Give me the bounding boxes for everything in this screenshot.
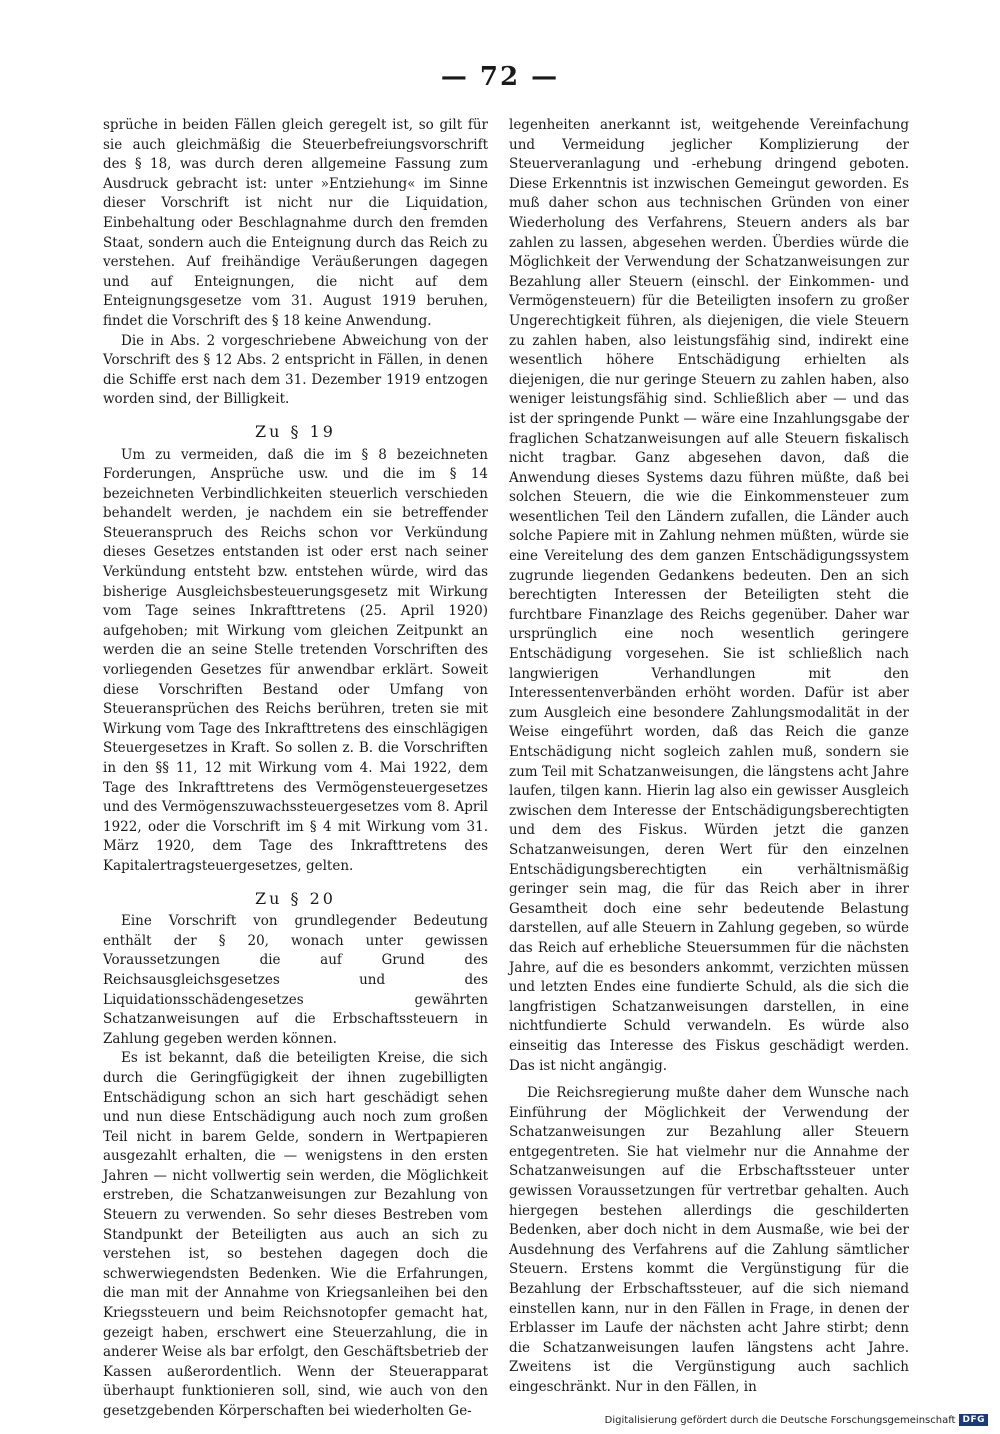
section-heading: Zu § 19	[255, 421, 336, 441]
paragraph: Die Reichsregierung mußte daher dem Wunsche nach Einführung der Möglichkeit der Verwendung der Schatzanweisungen zur Bezahlung aller Steuern entgegentreten. Sie hat vielmehr nur die Annahme der Schatzanweisungen auf die Erbschaftssteuer unter gewissen Voraussetzungen für vertretbar gehalten. Auch hiergegen bestehen allerdings die geschilderten Bedenken, aber doch nicht in dem Ausmaße, wie bei der Ausdehnung des Verfahrens auf die Zahlung sämtlicher Steuern. Erstens kommt die Vergünstigung für die Bezahlung der Erbschaftssteuer, auf die sich niemand einstellen kann, nur in den Fällen in Frage, in denen der Erblasser im Laufe der nächsten acht Jahre stirbt; denn die Schatzanweisungen laufen längstens acht Jahre. Zweitens ist die Vergünstigung auch sachlich eingeschränkt. Nur in den Fällen, in	[509, 1085, 909, 1395]
page-number: — 72 —	[440, 62, 560, 92]
footer-text: Digitalisierung gefördert durch die Deutsche Forschungsgemeinschaft	[604, 1414, 956, 1426]
paragraph: sprüche in beiden Fällen gleich geregelt ist, so gilt für sie auch gleichmäßig die Steuerbefreiungsvorschrift des § 18, was durch deren allgemeine Fassung zum Ausdruck gebracht ist: unter »Entziehung« im Sinne dieser Vorschrift ist nicht nur die Liquidation, Einbehaltung oder Beschlagnahme durch den fremden Staat, sondern auch die Enteignung durch das Reich zu verstehen. Auf freihändige Veräußerungen dagegen und auf Enteignungen, die nicht auf dem Enteignungsgesetze vom 31. August 1919 beruhen, findet die Vorschrift des § 18 keine Anwendung.	[103, 117, 488, 329]
right-column	[509, 116, 909, 1398]
paragraph: Es ist bekannt, daß die beteiligten Kreise, die sich durch die Geringfügigkeit der ihnen zugebilligten Entschädigung schon an sich hart geschädigt sehen und nun diese Entschädigung auch noch zum großen Teil nicht in barem Gelde, sondern in Wertpapieren ausgezahlt erhalten, die — wenigstens in den ersten Jahren — nicht vollwertig sein werden, die Möglichkeit erstreben, die Schatzanweisungen zur Bezahlung von Steuern zu verwenden. So sehr dieses Bestreben vom Standpunkt der Beteiligten aus auch an sich zu verstehen ist, so bestehen dagegen doch die schwerwiegendsten Bedenken. Wie die Erfahrungen, die man mit der Annahme von Kriegsanleihen bei den Kriegssteuern und beim Reichsnotopfer gemacht hat, gezeigt haben, erschwert eine Steuerzahlung, die in anderer Weise als bar erfolgt, den Geschäftsbetrieb der Kassen außerordentlich. Wenn der Steuerapparat überhaupt funktionieren soll, sind, wie auch von den gesetzgebenden Körperschaften bei wiederholten Ge-	[103, 1050, 488, 1419]
paragraph: Die in Abs. 2 vorgeschriebene Abweichung von der Vorschrift des § 12 Abs. 2 entspricht in Fällen, in denen die Schiffe erst nach dem 31. Dezember 1919 entzogen worden sind, der Billigkeit.	[103, 332, 488, 408]
left-column	[103, 116, 488, 1422]
footer	[605, 1414, 988, 1426]
paragraph: Eine Vorschrift von grundlegender Bedeutung enthält der § 20, wonach unter gewissen Voraussetzungen die auf Grund des Reichsausgleichsgesetzes und des Liquidationsschädengesetzes gewährten Schatzanweisungen auf die Erbschaftssteuern in Zahlung gegeben werden können.	[103, 913, 488, 1047]
section-heading: Zu § 20	[255, 888, 336, 908]
paragraph: legenheiten anerkannt ist, weitgehende Vereinfachung und Vermeidung jeglicher Komplizierung der Steuerveranlagung und -erhebung dringend geboten. Diese Erkenntnis ist inzwischen Gemeingut geworden. Es muß daher schon aus technischen Gründen von einer Wiederholung des Verfahrens, Steuern anders als bar zahlen zu lassen, abgesehen werden. Überdies würde die Möglichkeit der Verwendung der Schatzanweisungen zur Bezahlung aller Steuern (einschl. der Einkommen- und Vermögensteuern) für die Beteiligten insofern zu großer Ungerechtigkeit führen, als diejenigen, die viele Steuern zu zahlen haben, also leistungsfähig sind, indirekt eine wesentlich höhere Entschädigung erhielten als diejenigen, die nur geringe Steuern zu zahlen haben, also weniger leistungsfähig sind. Schließlich aber — und das ist der springende Punkt — wäre eine Inzahlungsgabe der fraglichen Schatzanweisungen auf alle Steuern fiskalisch nicht tragbar. Ganz abgesehen davon, daß die Anwendung dieses Systems dazu führen müßte, daß bei solchen Steuern, die wie die Einkommensteuer zum wesentlichen Teil den Ländern zufallen, die Länder auch solche Papiere mit in Zahlung nehmen müßten, würde sie eine Vereitelung des dem ganzen Entschädigungssystem zugrunde liegenden Gedankens bedeuten. Den an sich berechtigten Interessen der Beteiligten steht die furchtbare Finanzlage des Reichs gegenüber. Daher war ursprünglich eine noch wesentlich geringere Entschädigung vorgesehen. Sie ist schließlich nach langwierigen Verhandlungen mit den Interessentenverbänden erhöht worden. Dafür ist aber zum Ausgleich eine besondere Zahlungsmodalität in der Weise eingeführt worden, daß das Reich die ganze Entschädigung nicht sogleich zahlen muß, sondern sie zum Teil mit Schatzanweisungen, die längstens acht Jahre laufen, tilgen kann. Hierin lag also ein gewisser Ausgleich zwischen dem Interesse der Entschädigungsberechtigten und dem des Fiskus. Würden jetzt die ganzen Schatzanweisungen, deren Wert für den einzelnen Entschädigungsberechtigten ein verhältnismäßig geringer sein mag, die für das Reich aber in ihrer Gesamtheit doch eine sehr bedeutende Belastung darstellen, auf alle Steuern in Zahlung gegeben, so würde das Reich auf erhebliche Steuersummen für die nächsten Jahre, auf die es besonders ankommt, verzichten müssen und letzten Endes eine fundierte Schuld, als die sich die langfristigen Schatzanweisungen darstellen, in eine nichtfundierte Schuld verwandeln. Es würde also einseitig das Interesse des Fiskus geschädigt werden. Das ist nicht angängig.	[509, 117, 909, 1074]
paragraph: Um zu vermeiden, daß die im § 8 bezeichneten Forderungen, Ansprüche usw. und die im § 14 bezeichneten Verbindlichkeiten steuerlich verschieden behandelt werden, je nachdem ein sie betreffender Steueranspruch des Reichs schon vor Verkündung dieses Gesetzes entstanden ist oder erst nach seiner Verkündung entsteht bzw. entstehen würde, wird das bisherige Ausgleichsbesteuerungsgesetz mit Wirkung vom Tage seines Inkrafttretens (25. April 1920) aufgehoben; mit Wirkung vom gleichen Zeitpunkt an werden die an seine Stelle tretenden Vorschriften des vorliegenden Gesetzes für anwendbar erklärt. Soweit diese Vorschriften Bestand oder Umfang von Steueransprüchen des Reichs berühren, treten sie mit Wirkung vom Tage des Inkrafttretens des einschlägigen Steuergesetzes in Kraft. So sollen z. B. die Vorschriften in den §§ 11, 12 mit Wirkung vom 4. Mai 1922, dem Tage des Inkrafttretens des Vermögensteuergesetzes und des Vermögenszuwachssteuergesetzes vom 8. April 1922, oder die Vorschrift im § 4 mit Wirkung vom 31. März 1920, dem Tage des Inkrafttretens des Kapitalertragsteuergesetzes, gelten.	[103, 446, 488, 874]
dfg-logo-icon: DFG	[959, 1414, 988, 1426]
